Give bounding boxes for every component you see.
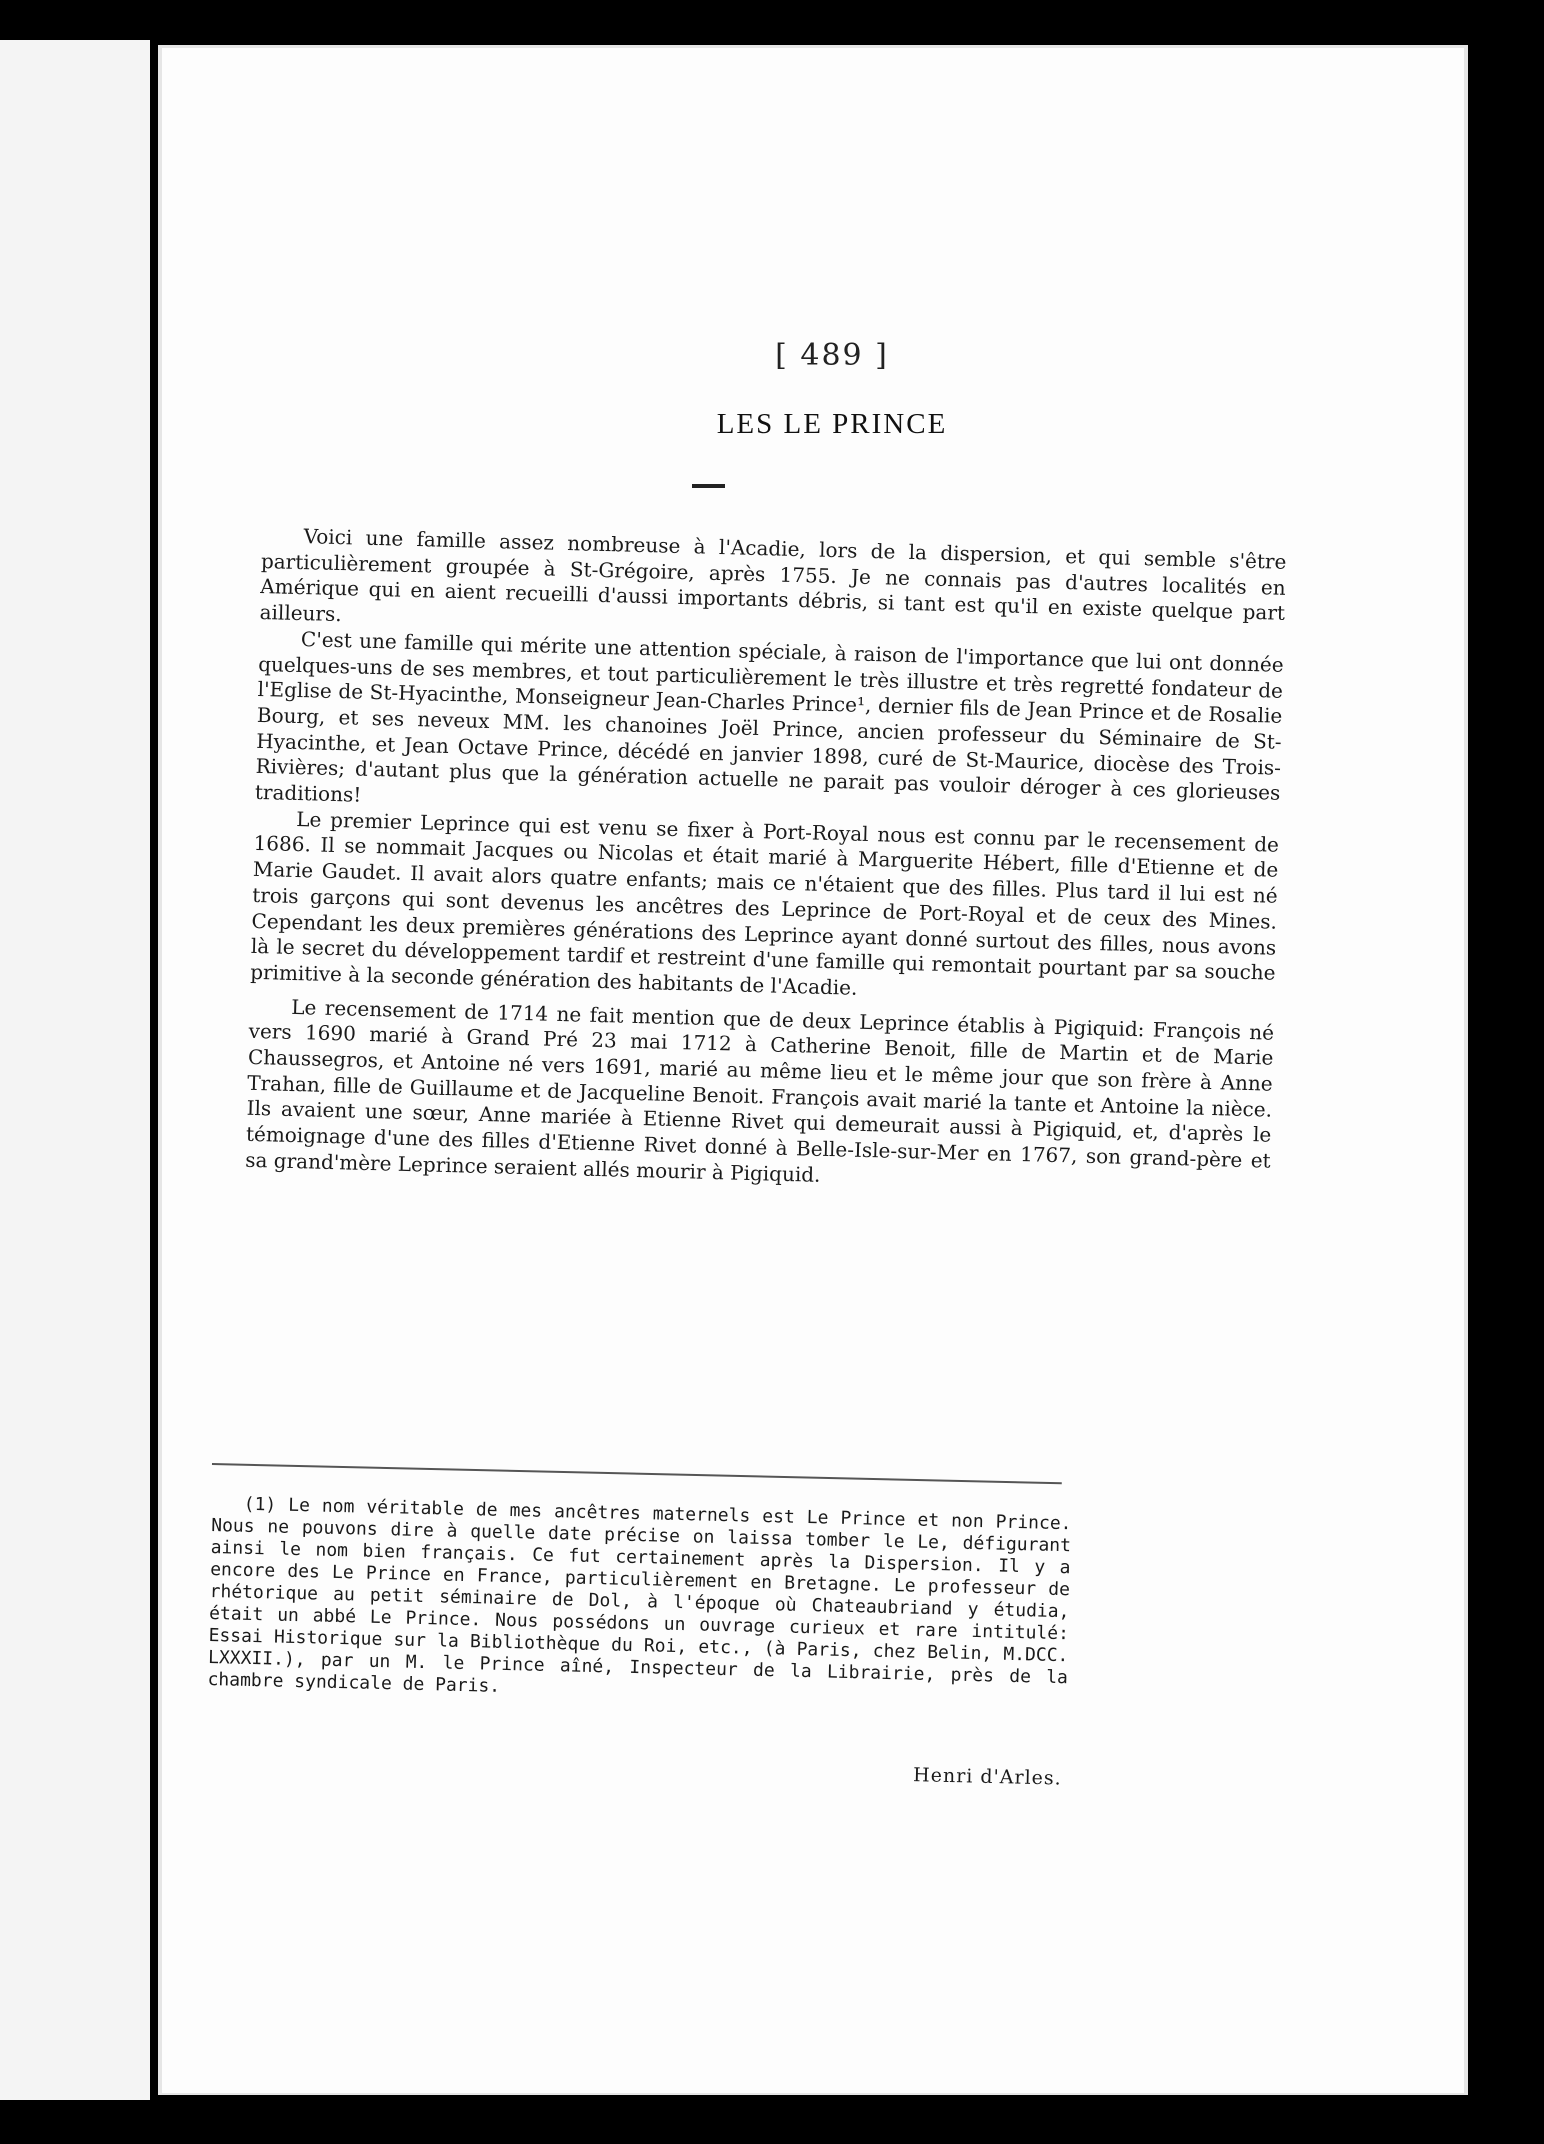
left-page-edge	[0, 40, 150, 2100]
document-page	[162, 48, 1464, 2093]
body-paragraph: Le premier Leprince qui est venu se fixer à Port-Royal nous est connu par le recensement de 1686. Il se nommait Jacques ou Nicolas et était marié à Marguerite Hébert, fille d'Etienne et de Marie Gaudet. Il avait alors quatre enfants; mais ce n'étaient que des filles. Plus tard il lui est né trois garçons qui sont devenus les ancêtres des Leprince de Port-Royal et de ceux des Mines. Cependant les deux premières générations des Leprince ayant donné surtout des filles, nous avons là le secret du développement tardif et restreint d'une famille qui remontait pourtant par sa souche primitive à la seconde génération des habitants de l'Acadie.	[249, 806, 1280, 1000]
body-paragraph: Le recensement de 1714 ne fait mention que de deux Leprince établis à Pigiquid: François né vers 1690 marié à Grand Pré 23 mai 1712 à Catherine Benoit, fille de Martin et de Marie Chaussegros, et Antoine né vers 1691, marié au même lieu et le même jour que son frère à Anne Trahan, fille de Guillaume et de Jacqueline Benoit. François avait marié la tante et Antoine la nièce. Ils avaient une sœur, Anne mariée à Etienne Rivet qui demeurait aussi à Pigiquid, et, d'après le témoignage d'une des filles d'Etienne Rivet donné à Belle-Isle-sur-Mer en 1767, son grand-père et sa grand'mère Leprince seraient allés mourir à Pigiquid.	[245, 994, 1275, 1187]
footnote	[207, 1493, 1071, 1711]
page-number: [ 489 ]	[775, 338, 889, 373]
title-separator	[692, 484, 725, 488]
article-title: LES LE PRINCE	[716, 408, 948, 440]
footnote-text: (1) Le nom véritable de mes ancêtres maternels est Le Prince et non Prince. Nous ne pouvons dire à quelle date précise on laissa tomber le Le, défigurant ainsi le nom bien français. Ce fut certainement après la Dispersion. Il y a encore des Le Prince en France, particulièrement en Bretagne. Le professeur de rhétorique au petit séminaire de Dol, à l'époque où Chateaubriand y étudia, était un abbé Le Prince. Nous possédons un ouvrage curieux et rare intitulé: Essai Historique sur la Bibliothèque du Roi, etc., (à Paris, chez Belin, M.DCC. LXXXII.), par un M. le Prince aîné, Inspecteur de la Librairie, près de la chambre syndicale de Paris.	[207, 1493, 1072, 1697]
author-signature: Henri d'Arles.	[912, 1764, 1062, 1790]
body-paragraph: Voici une famille assez nombreuse à l'Acadie, lors de la dispersion, et qui semble s'être particulièrement groupée à St-Grégoire, après 1755. Je ne connais pas d'autres localités en Amérique qui en aient recueilli d'aussi importants débris, si tant est qu'il en existe quelque part ailleurs.	[259, 524, 1287, 627]
footnote-rule	[212, 1463, 1062, 1484]
body-paragraph: C'est une famille qui mérite une attention spéciale, à raison de l'importance que lui ont donnée quelques-uns de ses membres, et tout particulièrement le très illustre et très regretté fondateur de l'Eglise de St-Hyacinthe, Monseigneur Jean-Charles Prince¹, dernier fils de Jean Prince et de Rosalie Bourg, et ses neveux MM. les chanoines Joël Prince, ancien professeur du Séminaire de St-Hyacinthe, et Jean Octave Prince, décédé en janvier 1898, curé de St-Maurice, diocèse des Trois-Rivières; d'autant plus que la génération actuelle ne parait pas vouloir déroger à ces glorieuses traditions!	[254, 626, 1284, 807]
article-body	[245, 523, 1287, 1200]
